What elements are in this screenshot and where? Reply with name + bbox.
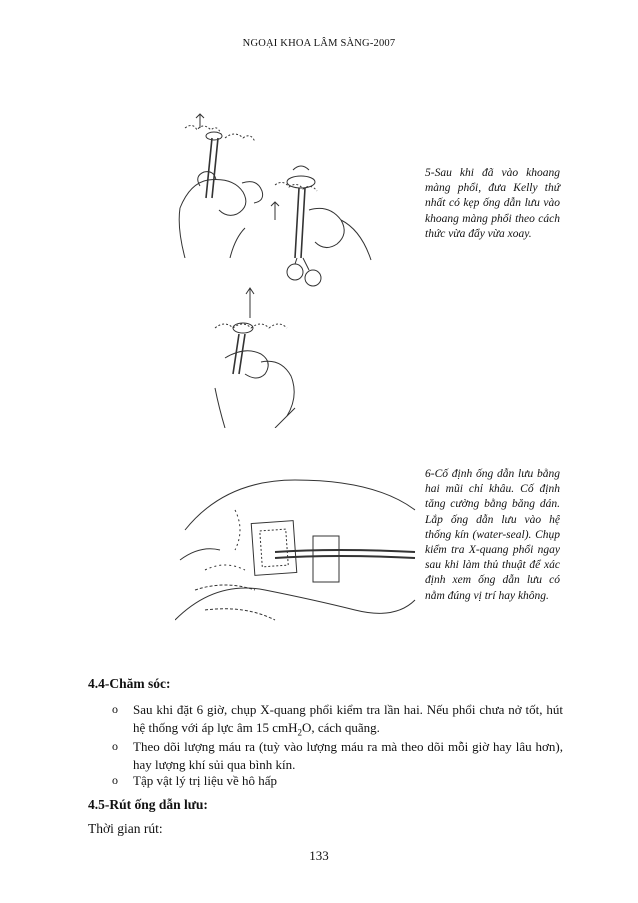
bullet-marker: o (112, 739, 118, 753)
list-item-text: O, cách quãng. (301, 719, 380, 735)
caption-step-6: 6-Cố định ống dẫn lưu bằng hai mũi chỉ khâu. Cố định tăng cường bằng băng dán. Lắp ống dẫn lưu vào hệ thống kín (water-seal). Chụp kiểm tra X-quang phổi ngay sau khi làm thủ thuật để xác định xem ống dẫn lưu có nằm đúng vị trí hay không. (425, 468, 560, 602)
list-item (112, 772, 563, 790)
subscript: 2 (297, 727, 302, 738)
running-header: NGOẠI KHOA LÂM SÀNG-2007 (242, 38, 396, 49)
illustration-push-rotate (205, 278, 325, 428)
caption-step-5: 5-Sau khi đã vào khoang màng phổi, đưa Kelly thứ nhất có kẹp ống dẫn lưu vào khoang màng phổi theo cách thức vừa đẩy vừa xoay. (425, 167, 560, 240)
bullet-marker: o (112, 702, 118, 716)
list-item-text: Theo dõi lượng máu ra (tuỳ vào lượng máu ra mà theo dõi mỗi giờ hay lâu hơn), hay lượng khí sủi qua bình kín. (133, 739, 563, 772)
list-item (112, 701, 563, 742)
section-title-care: 4.4-Chăm sóc: (88, 676, 171, 691)
section-title-removal: 4.5-Rút ống dẫn lưu: (88, 797, 208, 812)
list-item-text: Sau khi đặt 6 giờ, chụp X-quang phổi kiểm tra lần hai. Nếu phổi chưa nở tốt, hút hệ thống với áp lực âm 15 cmH (133, 702, 563, 735)
list-item (112, 738, 563, 773)
list-item-text: Tập vật lý trị liệu về hô hấp (133, 773, 278, 788)
page-number: 133 (309, 848, 329, 863)
bullet-marker: o (112, 773, 118, 787)
body-text: Thời gian rút: (88, 821, 163, 836)
illustration-drain-fixation (175, 470, 420, 640)
